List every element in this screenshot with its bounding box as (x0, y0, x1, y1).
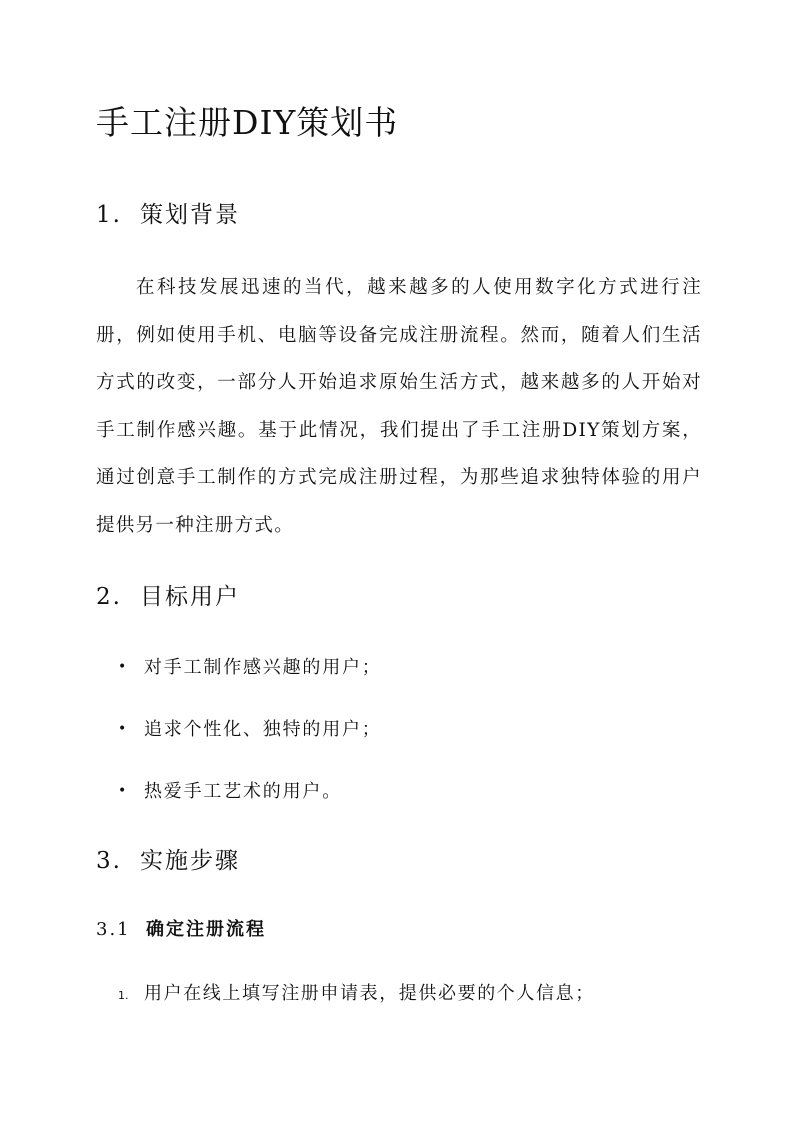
list-item (118, 715, 382, 741)
subsection-title: 确定注册流程 (146, 919, 266, 940)
list-item (118, 653, 382, 679)
bullet-dot-icon: • (118, 721, 129, 737)
list-item-text: 追求个性化、独特的用户； (144, 719, 382, 740)
section-title: 实施步骤 (140, 848, 240, 874)
list-marker: 1. (118, 989, 129, 1002)
numbered-list-item (118, 979, 595, 1005)
section-title: 策划背景 (140, 202, 240, 228)
background-paragraph: 在科技发展迅速的当代，越来越多的人使用数字化方式进行注册，例如使用手机、电脑等设备完成注册流程。然而，随着人们生活方式的改变，一部分人开始追求原始生活方式，越来越多的人开始对手工制作感兴趣。基于此情况，我们提出了手工注册DIY策划方案，通过创意手工制作的方式完成注册过程，为那些追求独特体验的用户提供另一种注册方式。 (96, 277, 702, 536)
list-item (118, 777, 342, 803)
section-heading-background (96, 196, 240, 229)
bullet-dot-icon: • (118, 783, 129, 799)
section-number: 2. (96, 584, 122, 610)
page-title: 手工注册DIY策划书 (96, 103, 399, 142)
numbered-item-text: 用户在线上填写注册申请表，提供必要的个人信息； (144, 983, 595, 1004)
bullet-dot-icon: • (118, 659, 129, 675)
list-item-text: 热爱手工艺术的用户。 (144, 781, 342, 802)
section-heading-implementation (96, 842, 240, 875)
section-title: 目标用户 (140, 584, 240, 610)
section-number: 1. (96, 202, 122, 228)
section-heading-target-users (96, 578, 240, 611)
subsection-heading-registration-flow (96, 915, 266, 941)
section-number: 3. (96, 848, 122, 874)
list-item-text: 对手工制作感兴趣的用户； (144, 657, 382, 678)
subsection-number: 3.1 (96, 919, 131, 940)
